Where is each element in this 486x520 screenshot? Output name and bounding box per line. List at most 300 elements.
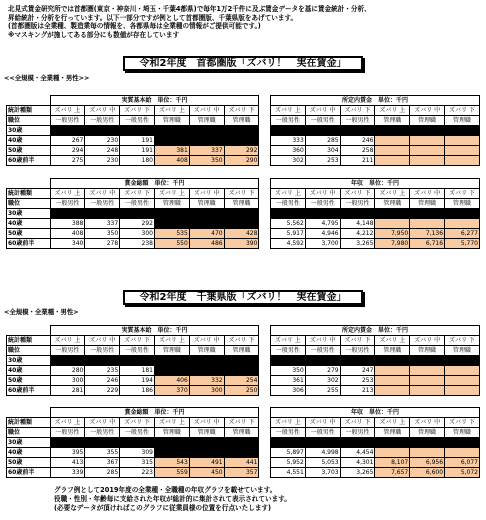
footer-notes (54, 486, 291, 513)
column-header (154, 106, 189, 116)
value-cell (50, 356, 85, 366)
value-cell: 180 (120, 156, 155, 166)
intro-line: ※マスキングが施してある部分にも数値が存在しています (8, 30, 180, 39)
value-cell: 441 (224, 458, 259, 468)
column-header-name: ズバリ (274, 190, 293, 197)
value-cell: 413 (50, 458, 85, 468)
row-header-label: 職位 (7, 199, 51, 209)
value-cell: 280 (50, 366, 85, 376)
column-header (410, 106, 445, 116)
column-header (305, 418, 340, 428)
position-header: 管理職 (189, 428, 224, 438)
position-header: 管理職 (410, 116, 445, 126)
column-header-name: ズバリ (228, 107, 247, 114)
column-header (154, 418, 189, 428)
column-header (224, 189, 259, 199)
value-cell: 4,795 (305, 219, 340, 229)
value-cell: 250 (224, 386, 259, 396)
value-cell (154, 136, 189, 146)
table-right-title: 所定内賃金 単位：千円 (271, 326, 480, 336)
value-cell: 350 (271, 366, 306, 376)
column-header-name: ズバリ (274, 337, 293, 344)
value-cell (375, 209, 410, 219)
value-cell: 4,212 (340, 229, 375, 239)
value-cell: 350 (189, 156, 224, 166)
column-header (305, 106, 340, 116)
value-cell (375, 126, 410, 136)
value-cell: 5,917 (271, 229, 306, 239)
table-row (7, 219, 480, 229)
column-header (305, 189, 340, 199)
position-header: 管理職 (189, 346, 224, 356)
position-header: 一般男性 (85, 346, 120, 356)
column-header (50, 106, 85, 116)
value-cell: 450 (189, 468, 224, 478)
value-cell (410, 356, 445, 366)
value-cell: 4,454 (340, 448, 375, 458)
value-cell (375, 156, 410, 166)
column-header-level: 下 (364, 107, 371, 114)
value-cell (445, 356, 480, 366)
age-label: 30歳 (7, 438, 51, 448)
position-header: 一般男性 (271, 116, 306, 126)
column-header-level: 中 (213, 107, 220, 114)
column-header (85, 189, 120, 199)
value-cell: 5,952 (271, 458, 306, 468)
value-cell: 223 (120, 468, 155, 478)
section-title: 令和2年度 千葉県版「ズバリ！ 実在賃金」 (123, 290, 363, 305)
column-header (50, 418, 85, 428)
column-header-level: 下 (144, 190, 151, 197)
table-row (7, 458, 480, 468)
age-label: 60歳前半 (7, 239, 51, 249)
age-label: 60歳前半 (7, 468, 51, 478)
table-left-title: 賞金総額 単位：千円 (50, 179, 259, 189)
column-header (224, 336, 259, 346)
value-cell (189, 438, 224, 448)
column-header-name: ズバリ (54, 419, 73, 426)
value-cell (85, 209, 120, 219)
value-cell (189, 366, 224, 376)
column-header (271, 418, 306, 428)
value-cell (154, 366, 189, 376)
age-label: 30歳 (7, 209, 51, 219)
age-label: 50歳 (7, 229, 51, 239)
position-header: 一般男性 (340, 346, 375, 356)
column-header-level: 中 (329, 419, 336, 426)
table-row (7, 209, 480, 219)
value-cell (410, 386, 445, 396)
value-cell: 281 (50, 386, 85, 396)
column-header-name: ズバリ (379, 419, 398, 426)
value-cell: 6,716 (410, 239, 445, 249)
value-cell: 248 (85, 146, 120, 156)
value-cell (410, 448, 445, 458)
value-cell: 381 (154, 146, 189, 156)
value-cell (445, 366, 480, 376)
value-cell (340, 438, 375, 448)
value-cell: 290 (224, 156, 259, 166)
column-header (120, 418, 155, 428)
value-cell: 304 (305, 146, 340, 156)
table-row (7, 156, 480, 166)
column-header-name: ズバリ (89, 419, 108, 426)
value-cell: 388 (50, 219, 85, 229)
column-header-name: ズバリ (379, 337, 398, 344)
value-cell (224, 219, 259, 229)
value-cell: 275 (50, 156, 85, 166)
value-cell: 302 (271, 156, 306, 166)
column-header-level: 中 (213, 190, 220, 197)
position-header: 管理職 (189, 116, 224, 126)
value-cell (410, 366, 445, 376)
position-header: 管理職 (224, 428, 259, 438)
column-header-level: 上 (178, 190, 185, 197)
position-header: 一般男性 (340, 116, 375, 126)
position-header: 一般男性 (120, 428, 155, 438)
position-header: 管理職 (445, 428, 480, 438)
column-header-level: 上 (294, 419, 301, 426)
value-cell: 300 (120, 229, 155, 239)
column-header-level: 下 (248, 190, 255, 197)
value-cell: 428 (224, 229, 259, 239)
row-header-label: 統計種類 (7, 418, 51, 428)
position-header: 一般男性 (305, 116, 340, 126)
column-header-name: ズバリ (158, 190, 177, 197)
value-cell (375, 219, 410, 229)
position-header: 一般男性 (305, 346, 340, 356)
value-cell (224, 136, 259, 146)
footer-line: (必要なデータが頂ければこのグラフに従業員様の位置を行点いたします) (54, 504, 272, 512)
value-cell (305, 356, 340, 366)
position-header: 管理職 (410, 428, 445, 438)
position-header: 一般男性 (340, 199, 375, 209)
value-cell (410, 126, 445, 136)
value-cell: 361 (271, 376, 306, 386)
column-header (189, 189, 224, 199)
column-header-name: ズバリ (379, 190, 398, 197)
position-header: 一般男性 (85, 116, 120, 126)
column-header-level: 下 (468, 419, 475, 426)
value-cell (375, 356, 410, 366)
value-cell (154, 126, 189, 136)
value-cell: 4,946 (305, 229, 340, 239)
column-header (375, 336, 410, 346)
column-header-level: 中 (434, 337, 441, 344)
value-cell: 332 (189, 376, 224, 386)
value-cell (189, 209, 224, 219)
position-header: 管理職 (224, 199, 259, 209)
value-cell: 292 (120, 219, 155, 229)
value-cell: 254 (224, 376, 259, 386)
column-header-level: 中 (109, 190, 116, 197)
value-cell: 355 (85, 448, 120, 458)
position-header: 一般男性 (271, 346, 306, 356)
column-header-level: 上 (74, 419, 81, 426)
value-cell: 229 (85, 386, 120, 396)
age-label: 50歳 (7, 376, 51, 386)
column-header (154, 189, 189, 199)
column-header-name: ズバリ (449, 419, 468, 426)
value-cell (445, 448, 480, 458)
age-label: 30歳 (7, 126, 51, 136)
position-header: 一般男性 (305, 428, 340, 438)
column-header-level: 上 (294, 190, 301, 197)
value-cell: 4,301 (340, 458, 375, 468)
column-header-level: 下 (144, 107, 151, 114)
column-header-level: 上 (399, 190, 406, 197)
value-cell (375, 438, 410, 448)
position-header: 一般男性 (120, 346, 155, 356)
column-header (375, 106, 410, 116)
value-cell (445, 209, 480, 219)
column-header-name: ズバリ (228, 190, 247, 197)
value-cell: 4,148 (340, 219, 375, 229)
value-cell (50, 126, 85, 136)
section-title: 令和2年度 首都圏版「ズバリ！ 実在賃金」 (123, 56, 363, 71)
value-cell (305, 438, 340, 448)
position-header: 一般男性 (85, 199, 120, 209)
value-cell: 543 (154, 458, 189, 468)
value-cell: 7,950 (375, 229, 410, 239)
column-header-name: ズバリ (228, 337, 247, 344)
position-header: 管理職 (375, 346, 410, 356)
value-cell (224, 448, 259, 458)
column-header-name: ズバリ (344, 107, 363, 114)
value-cell: 230 (85, 156, 120, 166)
value-cell: 246 (85, 376, 120, 386)
value-cell: 258 (340, 146, 375, 156)
column-header-level: 中 (329, 337, 336, 344)
value-cell: 535 (154, 229, 189, 239)
column-header-level: 中 (109, 419, 116, 426)
position-header: 管理職 (154, 428, 189, 438)
value-cell: 470 (189, 229, 224, 239)
position-header: 管理職 (154, 199, 189, 209)
column-header-level: 下 (468, 190, 475, 197)
value-cell (410, 209, 445, 219)
value-cell: 337 (85, 219, 120, 229)
position-header: 一般男性 (85, 428, 120, 438)
value-cell: 491 (189, 458, 224, 468)
value-cell: 181 (120, 366, 155, 376)
column-header-level: 下 (468, 107, 475, 114)
value-cell (375, 386, 410, 396)
value-cell: 247 (340, 366, 375, 376)
value-cell: 246 (340, 136, 375, 146)
position-header: 一般男性 (120, 116, 155, 126)
column-header-name: ズバリ (124, 419, 143, 426)
age-label: 60歳前半 (7, 156, 51, 166)
intro-line: 北見式賃金研究所では首都圏(東京・神奈川・埼玉・千葉4都県)で毎年1万2千件に及ぶ賃金データを基に賃金統計・分析、 (8, 5, 371, 13)
position-header: 一般男性 (305, 199, 340, 209)
value-cell: 292 (224, 146, 259, 156)
table-row (7, 366, 480, 376)
age-label: 40歳 (7, 366, 51, 376)
column-header-name: ズバリ (309, 337, 328, 344)
position-header: 管理職 (375, 428, 410, 438)
value-cell: 406 (154, 376, 189, 386)
value-cell: 309 (120, 448, 155, 458)
value-cell: 390 (224, 239, 259, 249)
value-cell (445, 156, 480, 166)
column-header-level: 上 (399, 419, 406, 426)
value-cell (410, 146, 445, 156)
value-cell (189, 356, 224, 366)
value-cell (340, 209, 375, 219)
value-cell: 408 (154, 156, 189, 166)
value-cell (410, 376, 445, 386)
value-cell (224, 356, 259, 366)
value-cell: 395 (50, 448, 85, 458)
position-header: 一般男性 (50, 116, 85, 126)
table-row (7, 126, 480, 136)
position-header: 一般男性 (120, 199, 155, 209)
value-cell: 5,770 (445, 239, 480, 249)
age-label: 30歳 (7, 356, 51, 366)
value-cell: 300 (189, 386, 224, 396)
value-cell: 3,265 (340, 239, 375, 249)
table-row (7, 438, 480, 448)
table-row (7, 146, 480, 156)
position-header: 管理職 (189, 199, 224, 209)
value-cell: 6,077 (445, 458, 480, 468)
column-header-level: 上 (74, 107, 81, 114)
column-header-name: ズバリ (193, 190, 212, 197)
value-cell: 255 (305, 386, 340, 396)
column-header (410, 336, 445, 346)
value-cell: 194 (120, 376, 155, 386)
position-header: 一般男性 (271, 428, 306, 438)
value-cell (271, 438, 306, 448)
value-cell: 408 (50, 229, 85, 239)
value-cell (85, 438, 120, 448)
value-cell: 213 (340, 386, 375, 396)
column-header-level: 中 (434, 107, 441, 114)
column-header-name: ズバリ (414, 337, 433, 344)
value-cell: 191 (120, 146, 155, 156)
wage-table (6, 95, 480, 166)
column-header-name: ズバリ (344, 419, 363, 426)
value-cell (445, 219, 480, 229)
wage-table (6, 407, 480, 478)
column-header-name: ズバリ (124, 337, 143, 344)
age-label: 40歳 (7, 136, 51, 146)
value-cell (189, 219, 224, 229)
column-header-name: ズバリ (193, 419, 212, 426)
value-cell (445, 386, 480, 396)
footer-line: 役職・性別・年齢毎に支給された年収が総計的に集計されて表示されています。 (54, 495, 291, 503)
value-cell: 235 (85, 366, 120, 376)
column-header-name: ズバリ (309, 107, 328, 114)
column-header (271, 336, 306, 346)
position-header: 一般男性 (50, 428, 85, 438)
value-cell (340, 356, 375, 366)
value-cell: 6,600 (410, 468, 445, 478)
column-header (271, 106, 306, 116)
column-header (50, 189, 85, 199)
value-cell: 6,277 (445, 229, 480, 239)
column-header-level: 中 (109, 107, 116, 114)
value-cell (189, 136, 224, 146)
position-header: 管理職 (445, 116, 480, 126)
table-row (7, 229, 480, 239)
value-cell: 559 (154, 468, 189, 478)
value-cell: 6,956 (410, 458, 445, 468)
table-right-title: 所定内賃金 単位：千円 (271, 96, 480, 106)
value-cell: 7,136 (410, 229, 445, 239)
column-header-name: ズバリ (309, 419, 328, 426)
value-cell: 339 (50, 468, 85, 478)
column-header-name: ズバリ (344, 337, 363, 344)
value-cell (224, 126, 259, 136)
row-header-label: 統計種類 (7, 106, 51, 116)
value-cell (271, 356, 306, 366)
row-header-label: 職位 (7, 428, 51, 438)
column-header (375, 418, 410, 428)
table-row (7, 356, 480, 366)
intro-line: 昇給統計・分析を行っています。以下一部分ですが例として首都圏版、千葉県版をあげています。 (8, 13, 298, 22)
column-header-name: ズバリ (274, 107, 293, 114)
position-header: 管理職 (154, 346, 189, 356)
column-header-level: 中 (329, 190, 336, 197)
column-header (189, 418, 224, 428)
value-cell (271, 209, 306, 219)
column-header-name: ズバリ (54, 190, 73, 197)
table-right-title: 年収 単位：千円 (271, 408, 480, 418)
column-header-name: ズバリ (89, 190, 108, 197)
column-header-level: 下 (144, 337, 151, 344)
column-header-level: 下 (248, 107, 255, 114)
value-cell: 302 (305, 376, 340, 386)
column-header (154, 336, 189, 346)
table-left-title: 実質基本給 単位：千円 (50, 96, 259, 106)
value-cell: 4,551 (271, 468, 306, 478)
column-header-level: 上 (294, 337, 301, 344)
column-header-name: ズバリ (89, 107, 108, 114)
value-cell (410, 219, 445, 229)
position-header: 一般男性 (271, 199, 306, 209)
value-cell: 315 (120, 458, 155, 468)
value-cell (224, 366, 259, 376)
wage-table (6, 325, 480, 396)
table-left-title: 賞金総額 単位：千円 (50, 408, 259, 418)
column-header-level: 下 (364, 419, 371, 426)
value-cell: 340 (50, 239, 85, 249)
value-cell: 211 (340, 156, 375, 166)
column-header-level: 上 (178, 337, 185, 344)
position-header: 管理職 (445, 346, 480, 356)
value-cell (189, 126, 224, 136)
value-cell: 8,107 (375, 458, 410, 468)
value-cell: 253 (340, 376, 375, 386)
column-header (445, 189, 480, 199)
value-cell (154, 209, 189, 219)
position-header: 管理職 (224, 346, 259, 356)
column-header-level: 上 (399, 107, 406, 114)
value-cell: 5,897 (271, 448, 306, 458)
column-header-level: 下 (364, 337, 371, 344)
value-cell (445, 376, 480, 386)
value-cell: 278 (85, 239, 120, 249)
value-cell: 267 (50, 136, 85, 146)
position-header: 管理職 (375, 116, 410, 126)
value-cell (375, 366, 410, 376)
column-header (85, 418, 120, 428)
value-cell: 191 (120, 136, 155, 146)
column-header (224, 106, 259, 116)
age-label: 40歳 (7, 448, 51, 458)
